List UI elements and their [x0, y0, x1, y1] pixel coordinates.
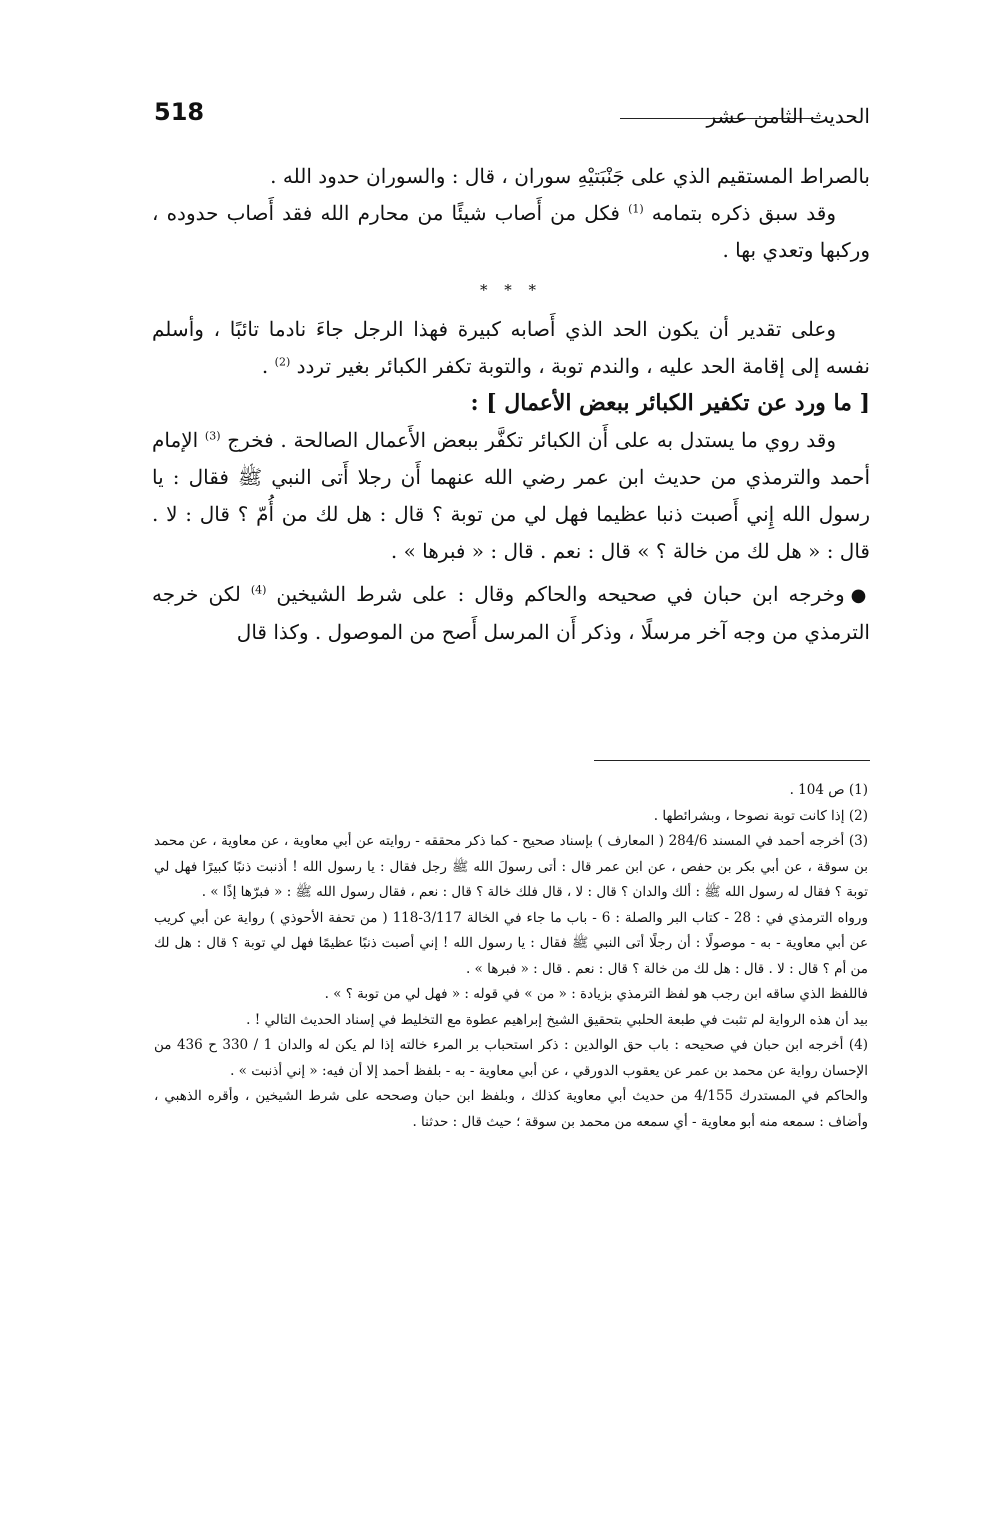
footnotes — [154, 778, 868, 1135]
page-header — [150, 98, 870, 138]
section-separator: * * * — [479, 281, 543, 299]
main-text — [152, 158, 870, 651]
paragraph: وقد روي ما يستدل به على أَن الكبائر تكفَّر ببعض الأَعمال الصالحة . فخرج $^{(3)}$ الإمام أحمد والترمذي من حديث ابن عمر رضي الله عنهما أَن رجلا أَتى النبي ﷺ فقال : يا رسول الله إِني أَصبت ذنبا عظيما فهل لي من توبة ؟ قال : هل لك من أُمّ ؟ قال : لا . قال : « هل لك من خالة ؟ » قال : نعم . قال : « فبرها » . — [152, 428, 870, 563]
footnote: بيد أن هذه الرواية لم تثبت في طبعة الحلبي بتحقيق الشيخ إبراهيم عطوة مع التخليط في إسناد الحديث التالي ! . — [246, 1011, 868, 1028]
footnote: (3) أخرجه أحمد في المسند 284/6 ( المعارف ) بإسناد صحيح - كما ذكر محققه - روايته عن أبي معاوية ، عن معاوية ، عن محمد بن سوقة ، عن أبي بكر بن حفص ، عن ابن عمر قال : أتى رسولَ الله ﷺ رجل فقال : يا رسول الله ! أذنبت ذنبًا كبيرًا فهل لي توبة ؟ فقال له رسول الله ﷺ : ألك والدان ؟ قال : لا ، قال فلك خالة ؟ قال : نعم ، فقال رسول الله ﷺ : « فبرّها إذًا » . — [154, 833, 868, 900]
footnote-ref: (4) — [250, 583, 267, 597]
footnote-rule — [594, 760, 870, 761]
paragraph: وعلى تقدير أن يكون الحد الذي أَصابه كبيرة فهذا الرجل جاءَ نادما تائبًا ، وأسلم نفسه إلى إقامة الحد عليه ، والندم توبة ، والتوبة تكفر الكبائر بغير تردد $^{(2)}$ . — [152, 317, 870, 378]
footnote: (4) أخرجه ابن حبان في صحيحه : باب حق الوالدين : ذكر استحباب بر المرء خالته إذا لم يكن له والدان 1 / 330 ح 436 من الإحسان رواية عن محمد بن عمر عن يعقوب الدورقي ، عن أبي معاوية - به - بلفظ أحمد إلا أن فيه: « إني أذنبت » . — [154, 1037, 868, 1079]
paragraph: وقد سبق ذكره بتمامه $^{(1)}$ فكل من أَصاب شيئًا من محارم الله فقد أَصاب حدوده ، وركبها وتعدي بها . — [152, 201, 870, 262]
page-number: 518 — [154, 98, 205, 126]
footnote: (1) ص 104 . — [789, 782, 868, 798]
section-heading: [ ما ورد عن تكفير الكبائر ببعض الأعمال ] : — [470, 390, 870, 416]
footnote: (2) إذا كانت توبة نصوحا ، وبشرائطها . — [653, 807, 868, 824]
chapter-title: الحديث الثامن عشر — [706, 104, 870, 128]
footnote-ref: (3) — [204, 429, 221, 443]
footnote-ref: (2) — [274, 355, 291, 369]
footnote: فاللفظ الذي ساقه ابن رجب هو لفظ الترمذي بزيادة : « من » في قوله : « فهل لي من توبة ؟ » . — [324, 986, 868, 1002]
paragraph: ●وخرجه ابن حبان في صحيحه والحاكم وقال : على شرط الشيخين $^{(4)}$ لكن خرجه الترمذي من وجه آخر مرسلًا ، وذكر أَن المرسل أَصح من الموصول . وكذا قال — [152, 582, 870, 644]
footnote: ورواه الترمذي في : 28 - كتاب البر والصلة : 6 - باب ما جاء في الخالة 3/117-118 ( من تحفة الأحوذي ) رواية عن أبي كريب عن أبي معاوية - به - موصولًا : أن رجلًا أتى النبي ﷺ فقال : يا رسول الله ! إني أصبت ذنبًا عظيمًا فهل لي توبة ؟ قال : هل لك من أم ؟ قال : لا . قال : هل لك من خالة ؟ قال : نعم . قال : « فبرها » . — [154, 909, 868, 977]
paragraph: بالصراط المستقيم الذي على جَنْبَتيْهِ سوران ، قال : والسوران حدود الله . — [270, 164, 870, 188]
footnote: والحاكم في المستدرك 4/155 من حديث أبي معاوية كذلك ، وبلفظ ابن حبان وصححه على شرط الشيخين ، وأقره الذهبي ، وأضاف : سمعه منه أبو معاوية - أي سمعه من محمد بن سوقة ؛ حيث قال : حدثنا . — [154, 1088, 868, 1130]
bullet-icon: ● — [850, 585, 870, 606]
footnote-ref: (1) — [628, 202, 644, 216]
